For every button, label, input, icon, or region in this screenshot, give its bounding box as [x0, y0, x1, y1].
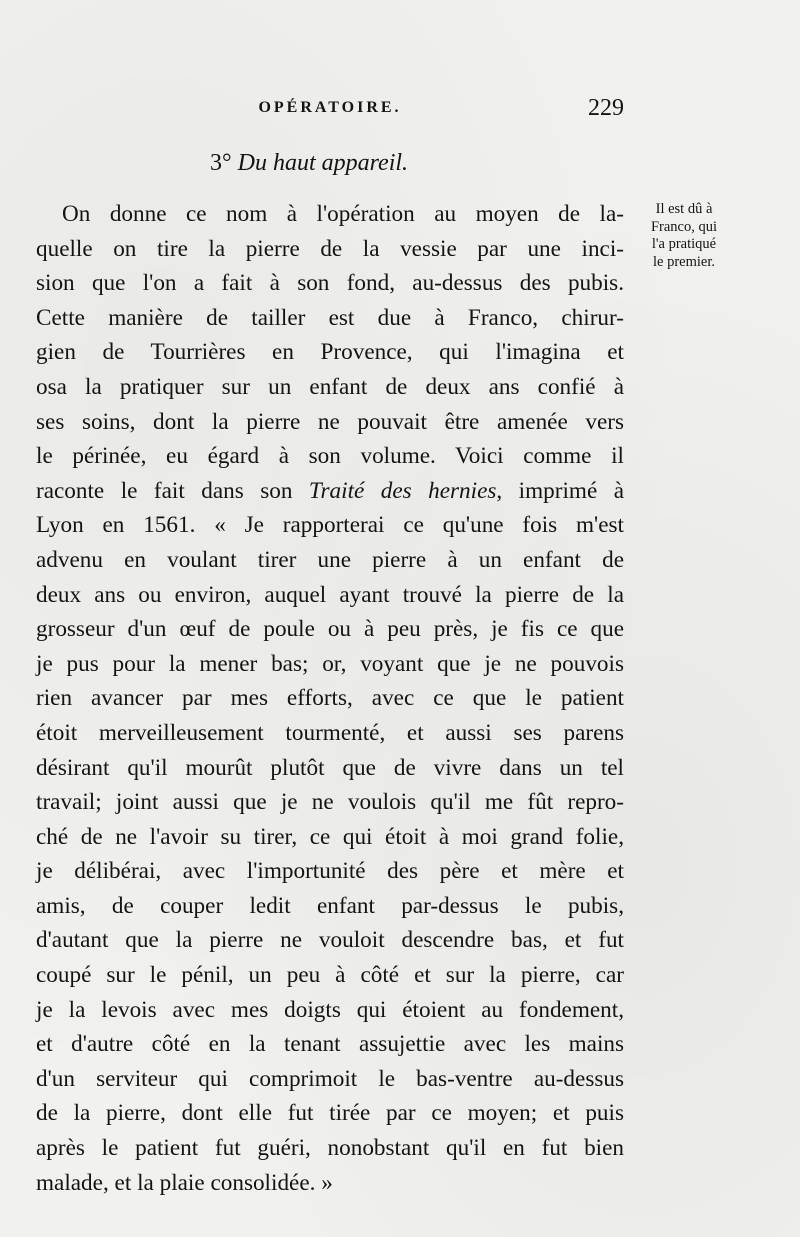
text-line: d'un serviteur qui comprimoit le bas-ventre au-dessus — [36, 1065, 624, 1092]
text-line: travail; joint aussi que je ne voulois qu'il me fût repro- — [36, 789, 624, 816]
running-head — [36, 95, 624, 123]
text-line: étoit merveilleusement tourmenté, et aussi ses parens — [36, 719, 624, 746]
section-number: 3° — [210, 150, 232, 176]
margin-note-line: Il est dû à — [655, 201, 713, 217]
text-line: gien de Tourrières en Provence, qui l'imagina et — [36, 339, 624, 366]
text-line: ses soins, dont la pierre ne pouvait être amenée vers — [36, 408, 624, 435]
text-line: coupé sur le pénil, un peu à côté et sur la pierre, car — [36, 962, 624, 989]
text-line: le périnée, eu égard à son volume. Voici comme il — [36, 443, 624, 470]
margin-note-line: le premier. — [652, 253, 715, 270]
text-line: et d'autre côté en la tenant assujettie avec les mains — [36, 1031, 624, 1058]
section-heading — [210, 150, 408, 177]
text-line: Cette manière de tailler est due à Franco, chirur- — [36, 304, 624, 331]
text-line: sion que l'on a fait à son fond, au-dessus des pubis. — [36, 270, 624, 297]
text-line: advenu en voulant tirer une pierre à un enfant de — [36, 546, 624, 573]
section-title: Du haut appareil. — [237, 150, 409, 176]
text-line: je pus pour la mener bas; or, voyant que je ne pouvois — [36, 650, 624, 677]
text-line: deux ans ou environ, auquel ayant trouvé la pierre de la — [36, 581, 624, 608]
book-title: Traité des hernies — [308, 477, 497, 504]
text-line: osa la pratiquer sur un enfant de deux ans confié à — [36, 373, 624, 400]
text-line: On donne ce nom à l'opération au moyen de la- — [62, 201, 624, 227]
text-line: je délibérai, avec l'importunité des père et mère et — [36, 858, 624, 885]
text-line-tail: , imprimé à — [496, 477, 625, 504]
body-paragraph — [36, 197, 624, 1200]
margin-note-line: Franco, qui — [650, 218, 718, 235]
text-line: Lyon en 1561. « Je rapporterai ce qu'une fois m'est — [36, 512, 624, 539]
text-line: rien avancer par mes efforts, avec ce que le patient — [36, 685, 624, 712]
text-line: je la levois avec mes doigts qui étoient au fondement, — [36, 996, 624, 1023]
text-line: grosseur d'un œuf de poule ou à peu près, je fis ce que — [36, 616, 624, 643]
text-line: quelle on tire la pierre de la vessie par une inci- — [36, 235, 624, 262]
text-line: ché de ne l'avoir su tirer, ce qui étoit à moi grand folie, — [36, 823, 624, 850]
text-line: malade, et la plaie consolidée. » — [36, 1169, 333, 1196]
text-line: de la pierre, dont elle fut tirée par ce moyen; et puis — [36, 1100, 624, 1127]
page-number: 229 — [588, 95, 624, 121]
text-line: d'autant que la pierre ne vouloit descendre bas, et fut — [36, 927, 624, 954]
text-line: après le patient fut guéri, nonobstant qu'il en fut bien — [36, 1135, 624, 1162]
text-line: amis, de couper ledit enfant par-dessus le pubis, — [36, 892, 624, 919]
margin-note-line: l'a pratiqué — [651, 236, 717, 252]
margin-note — [632, 201, 736, 271]
text-line-head: raconte le fait dans son — [36, 477, 293, 504]
text-line-with-title — [36, 474, 624, 509]
text-line: désirant qu'il mourût plutôt que de vivre dans un tel — [36, 754, 624, 781]
running-title: OPÉRATOIRE. — [258, 99, 402, 116]
